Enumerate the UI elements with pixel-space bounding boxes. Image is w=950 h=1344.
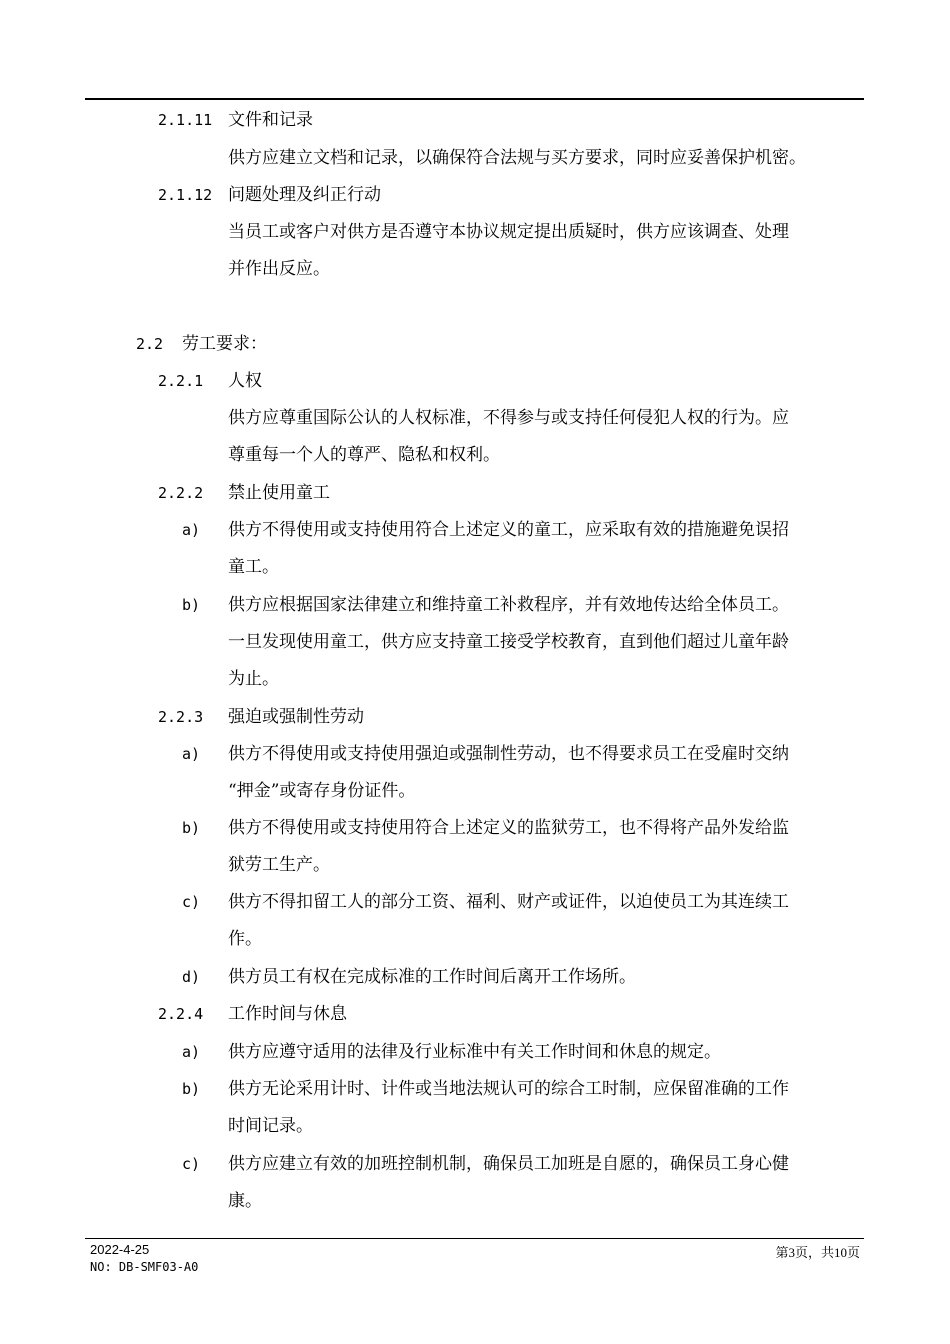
list-marker: b) [182, 596, 201, 614]
list-marker: b) [182, 819, 201, 837]
list-item-line: 为止。 [228, 669, 279, 689]
section-number: 2.2 [136, 335, 164, 353]
list-marker: c) [182, 1155, 201, 1173]
list-marker: a) [182, 521, 201, 539]
paragraph-line: 供方应尊重国际公认的人权标准，不得参与或支持任何侵犯人权的行为。应 [228, 408, 789, 428]
list-marker: a) [182, 745, 201, 763]
paragraph-line: 当员工或客户对供方是否遵守本协议规定提出质疑时，供方应该调查、处理 [228, 222, 789, 242]
header-rule [85, 98, 864, 100]
section-title: 强迫或强制性劳动 [228, 707, 364, 727]
list-item-line: 供方无论采用计时、计件或当地法规认可的综合工时制，应保留准确的工作 [228, 1079, 789, 1099]
list-item-line: 供方应建立有效的加班控制机制，确保员工加班是自愿的，确保员工身心健 [228, 1154, 789, 1174]
list-item-line: 康。 [228, 1191, 262, 1211]
paragraph-line: 并作出反应。 [228, 259, 330, 279]
footer-rule [85, 1238, 864, 1239]
section-title: 问题处理及纠正行动 [228, 185, 381, 205]
list-item-line: 供方不得使用或支持使用符合上述定义的监狱劳工，也不得将产品外发给监 [228, 818, 789, 838]
list-item-line: 时间记录。 [228, 1116, 313, 1136]
section-number: 2.1.11 [158, 111, 213, 129]
list-item-line: 狱劳工生产。 [228, 855, 330, 875]
list-item-line: 供方员工有权在完成标准的工作时间后离开工作场所。 [228, 967, 636, 987]
list-marker: d) [182, 968, 201, 986]
section-title: 人权 [228, 371, 262, 391]
footer-date: 2022-4-25 [90, 1242, 150, 1257]
list-item-line: 供方不得使用或支持使用强迫或强制性劳动，也不得要求员工在受雇时交纳 [228, 744, 789, 764]
list-item-line: 一旦发现使用童工，供方应支持童工接受学校教育，直到他们超过儿童年龄 [228, 632, 789, 652]
list-item-line: “押金”或寄存身份证件。 [228, 781, 416, 801]
list-item-line: 供方不得使用或支持使用符合上述定义的童工，应采取有效的措施避免误招 [228, 520, 789, 540]
section-number: 2.2.4 [158, 1005, 204, 1023]
list-marker: a) [182, 1043, 201, 1061]
footer-document-number: NO: DB-SMF03-A0 [90, 1260, 199, 1274]
section-number: 2.1.12 [158, 186, 213, 204]
paragraph-line: 尊重每一个人的尊严、隐私和权利。 [228, 445, 500, 465]
list-marker: b) [182, 1080, 201, 1098]
list-item-line: 供方应根据国家法律建立和维持童工补救程序，并有效地传达给全体员工。 [228, 595, 789, 615]
list-item-line: 作。 [228, 929, 262, 949]
section-title: 劳工要求： [182, 334, 267, 354]
section-number: 2.2.3 [158, 708, 204, 726]
section-title: 工作时间与休息 [228, 1004, 347, 1024]
section-number: 2.2.1 [158, 372, 204, 390]
section-number: 2.2.2 [158, 484, 204, 502]
list-item-line: 供方应遵守适用的法律及行业标准中有关工作时间和休息的规定。 [228, 1042, 721, 1062]
paragraph-line: 供方应建立文档和记录，以确保符合法规与买方要求，同时应妥善保护机密。 [228, 148, 806, 168]
footer-page-number: 第3页，共10页 [775, 1245, 860, 1260]
list-item-line: 童工。 [228, 557, 279, 577]
section-title: 文件和记录 [228, 110, 313, 130]
list-marker: c) [182, 893, 201, 911]
section-title: 禁止使用童工 [228, 483, 330, 503]
list-item-line: 供方不得扣留工人的部分工资、福利、财产或证件，以迫使员工为其连续工 [228, 892, 789, 912]
